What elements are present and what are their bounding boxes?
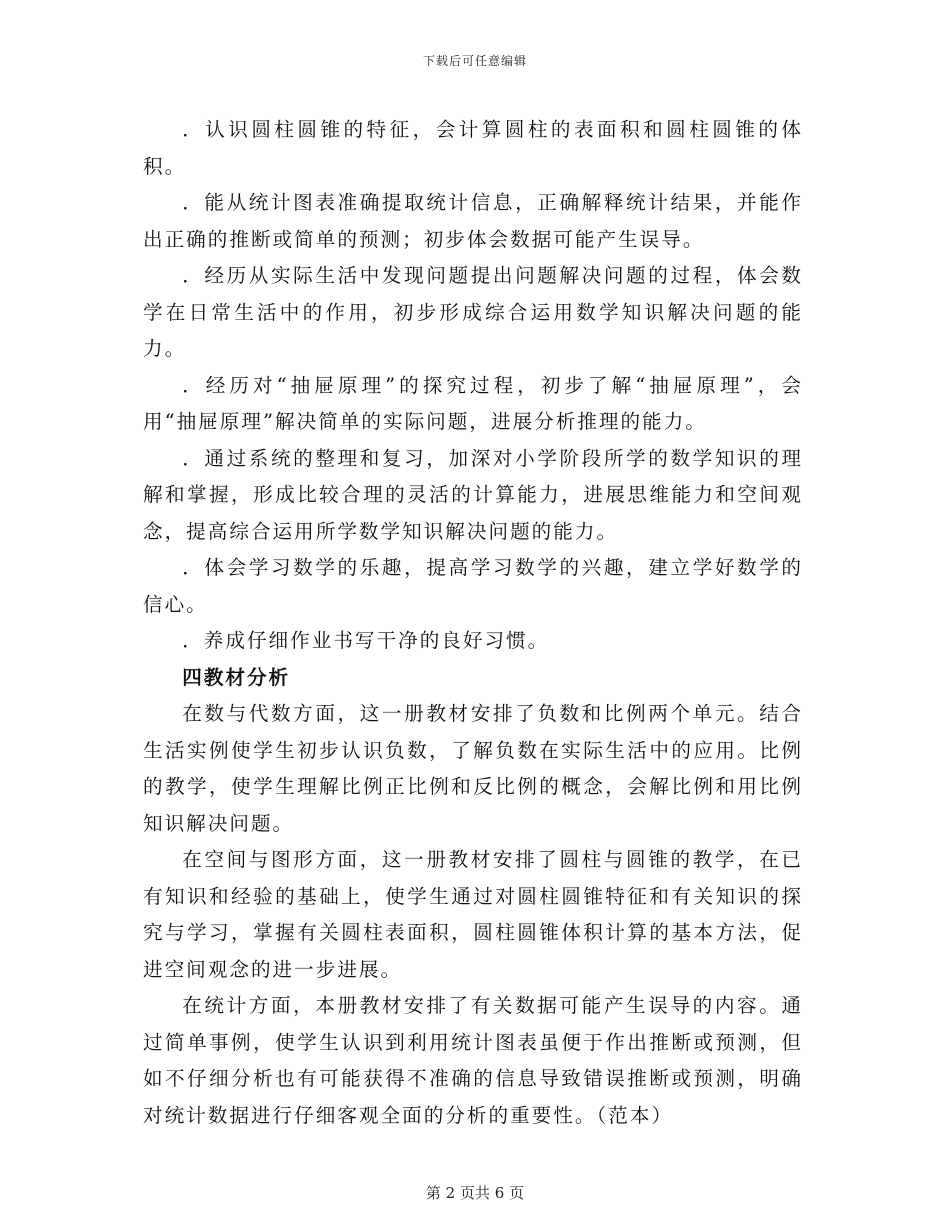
- document-body: [143, 112, 803, 1134]
- objective-paragraph-3: ．经历从实际生活中发现问题提出问题解决问题的过程，体会数学在日常生活中的作用，初步形成综合运用数学知识解决问题的能力。: [143, 264, 803, 360]
- page-footer: 第 2 页共 6 页: [425, 1184, 525, 1202]
- objective-paragraph-7: ．养成仔细作业书写干净的良好习惯。: [182, 629, 550, 652]
- objective-paragraph-4: ．经历对“抽屉原理”的探究过程，初步了解“抽屉原理”，会用“抽屉原理”解决简单的实际问题，进展分析推理的能力。: [143, 373, 803, 433]
- section-heading: 四教材分析: [182, 665, 291, 689]
- page-header: 下载后可任意编辑: [422, 54, 527, 68]
- objective-paragraph-5: ．通过系统的整理和复习，加深对小学阶段所学的数学知识的理解和掌握，形成比较合理的灵活的计算能力，进展思维能力和空间观念，提高综合运用所学数学知识解决问题的能力。: [143, 446, 803, 543]
- analysis-paragraph-1: 在数与代数方面，这一册教材安排了负数和比例两个单元。结合生活实例使学生初步认识负数，了解负数在实际生活中的应用。比例的教学，使学生理解比例正比例和反比例的概念，会解比例和用比例知识解决问题。: [143, 702, 803, 835]
- objective-paragraph-6: ．体会学习数学的乐趣，提高学习数学的兴趣，建立学好数学的信心。: [143, 556, 803, 616]
- analysis-paragraph-3: 在统计方面，本册教材安排了有关数据可能产生误导的内容。通过简单事例，使学生认识到利用统计图表虽便于作出推断或预测，但如不仔细分析也有可能获得不准确的信息导致错误推断或预测，明确对统计数据进行仔细客观全面的分析的重要性。（范本）: [143, 994, 803, 1127]
- analysis-paragraph-2: 在空间与图形方面，这一册教材安排了圆柱与圆锥的教学，在已有知识和经验的基础上，使学生通过对圆柱圆锥特征和有关知识的探究与学习，掌握有关圆柱表面积，圆柱圆锥体积计算的基本方法，促进空间观念的进一步进展。: [143, 848, 803, 981]
- objective-paragraph-1: ．认识圆柱圆锥的特征，会计算圆柱的表面积和圆柱圆锥的体积。: [143, 118, 803, 178]
- objective-paragraph-2: ．能从统计图表准确提取统计信息，正确解释统计结果，并能作出正确的推断或简单的预测；初步体会数据可能产生误导。: [143, 191, 803, 251]
